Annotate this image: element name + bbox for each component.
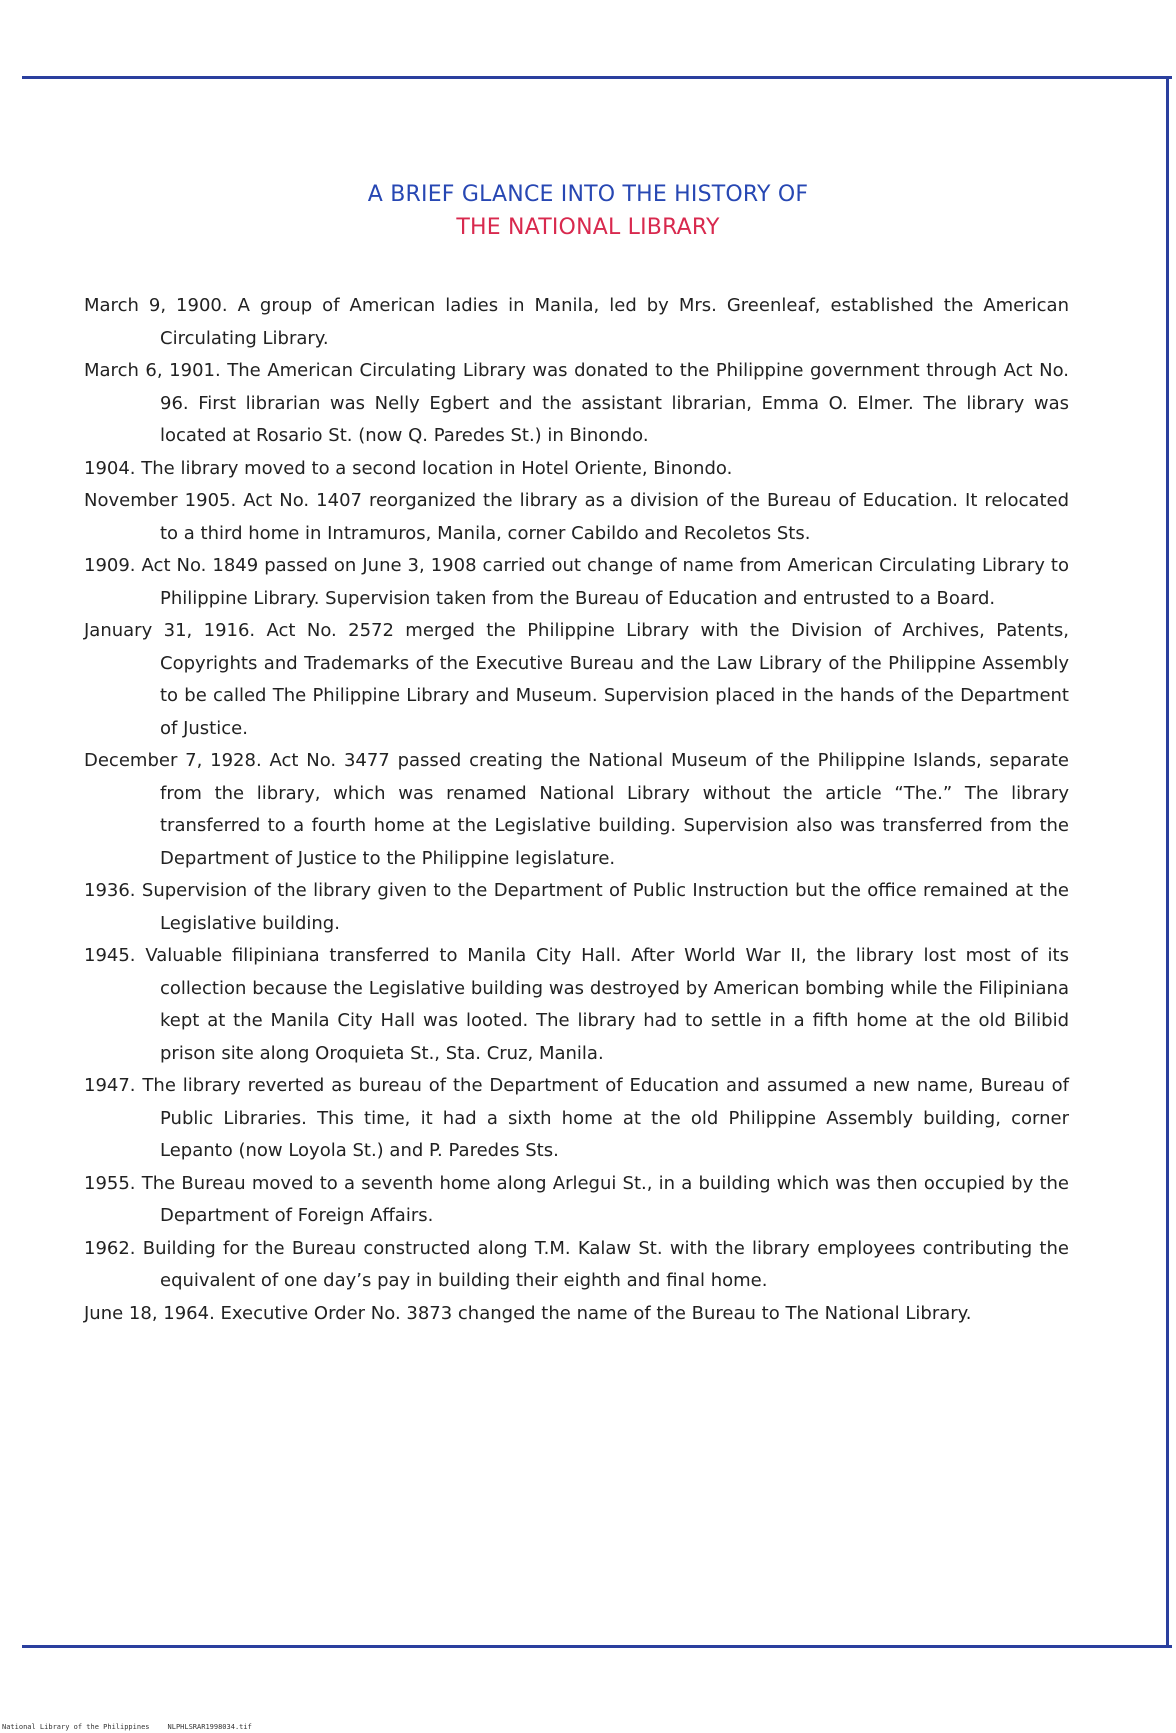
title-line-1: A BRIEF GLANCE INTO THE HISTORY OF [367, 182, 809, 207]
entry-date: 1962. [84, 1237, 136, 1259]
entry-date: 1947. [84, 1075, 136, 1096]
entry-date: January 31, 1916. [84, 620, 256, 641]
timeline-entry-1909 [84, 550, 1069, 615]
entry-text: The library reverted as bureau of the Department of Education and assumed a new name, Bureau of Public Libraries. This time, it had a sixth home at the old Philippine Assembly building, corner Lepanto (now Loyola St.) and P. Paredes Sts. [142, 1075, 1069, 1161]
entry-date: 1904. [84, 457, 136, 479]
entry-text: Act No. 3477 passed creating the National Museum of the Philippine Islands, separate from the library, which was renamed National Library without the article “The.” The library transferred to a fourth home at the Legislative building. Supervision also was transferred from the Department of Justice to the Philippine legislature. [160, 750, 1069, 869]
entry-date: November 1905. [84, 490, 237, 511]
entry-text: Building for the Bureau constructed along T.M. Kalaw St. with the library employees contributing the equivalent of one day’s pay in building their eighth and final home. [142, 1237, 1069, 1291]
bottom-border-rule [22, 1645, 1172, 1648]
timeline-entry-1947 [84, 1070, 1069, 1168]
footer-filename: NLPHLSRAR1998034.tif [167, 1723, 252, 1731]
history-timeline [84, 290, 1069, 1330]
entry-date: 1945. [84, 945, 136, 966]
entry-date: June 18, 1964. [84, 1302, 215, 1324]
entry-date: March 6, 1901. [84, 360, 221, 381]
entry-text: The library moved to a second location in Hotel Oriente, Binondo. [141, 457, 733, 479]
top-border-rule [22, 76, 1172, 79]
entry-text: A group of American ladies in Manila, led by Mrs. Greenleaf, established the American Circulating Library. [160, 295, 1069, 349]
entry-date: December 7, 1928. [84, 750, 262, 771]
timeline-entry-1901 [84, 355, 1069, 453]
scan-footer [2, 1723, 252, 1731]
entry-date: 1955. [84, 1172, 136, 1194]
entry-text: The American Circulating Library was donated to the Philippine government through Act No. 96. First librarian was Nelly Egbert and the assistant librarian, Emma O. Elmer. The library was located at Rosario St. (now Q. Paredes St.) in Binondo. [160, 360, 1069, 446]
footer-source: National Library of the Philippines [2, 1723, 150, 1731]
page-header [0, 178, 1176, 244]
timeline-entry-1905 [84, 485, 1069, 550]
title-line-2: THE NATIONAL LIBRARY [456, 215, 720, 240]
right-border-rule [1166, 76, 1169, 1646]
entry-text: The Bureau moved to a seventh home along Arlegui St., in a building which was then occupied by the Department of Foreign Affairs. [141, 1172, 1069, 1226]
timeline-entry-1936 [84, 875, 1069, 940]
entry-text: Act No. 1849 passed on June 3, 1908 carried out change of name from American Circulating Library to Philippine Library. Supervision taken from the Bureau of Education and entrusted to a Board. [141, 555, 1069, 609]
timeline-entry-1916 [84, 615, 1069, 745]
timeline-entry-1928 [84, 745, 1069, 875]
entry-text: Supervision of the library given to the Department of Public Instruction but the office remained at the Legislative building. [141, 880, 1069, 934]
entry-text: Valuable filipiniana transferred to Manila City Hall. After World War II, the library lost most of its collection because the Legislative building was destroyed by American bombing while the Filipiniana kept at the Manila City Hall was looted. The library had to settle in a fifth home at the old Bilibid prison site along Oroquieta St., Sta. Cruz, Manila. [145, 945, 1069, 1064]
timeline-entry-1945 [84, 940, 1069, 1070]
entry-date: 1936. [84, 880, 136, 901]
entry-date: 1909. [84, 555, 136, 576]
entry-date: March 9, 1900. [84, 295, 228, 316]
timeline-entry-1955 [84, 1168, 1069, 1233]
entry-text: Executive Order No. 3873 changed the name of the Bureau to The National Library. [220, 1302, 972, 1324]
entry-text: Act No. 2572 merged the Philippine Library with the Division of Archives, Patents, Copyrights and Trademarks of the Executive Bureau and the Law Library of the Philippine Assembly to be called The Philippine Library and Museum. Supervision placed in the hands of the Department of Justice. [160, 620, 1069, 739]
timeline-entry-1904 [84, 453, 1069, 486]
timeline-entry-1900 [84, 290, 1069, 355]
timeline-entry-1964 [84, 1298, 1069, 1331]
entry-text: Act No. 1407 reorganized the library as a division of the Bureau of Education. It relocated to a third home in Intramuros, Manila, corner Cabildo and Recoletos Sts. [160, 490, 1069, 544]
timeline-entry-1962 [84, 1233, 1069, 1298]
